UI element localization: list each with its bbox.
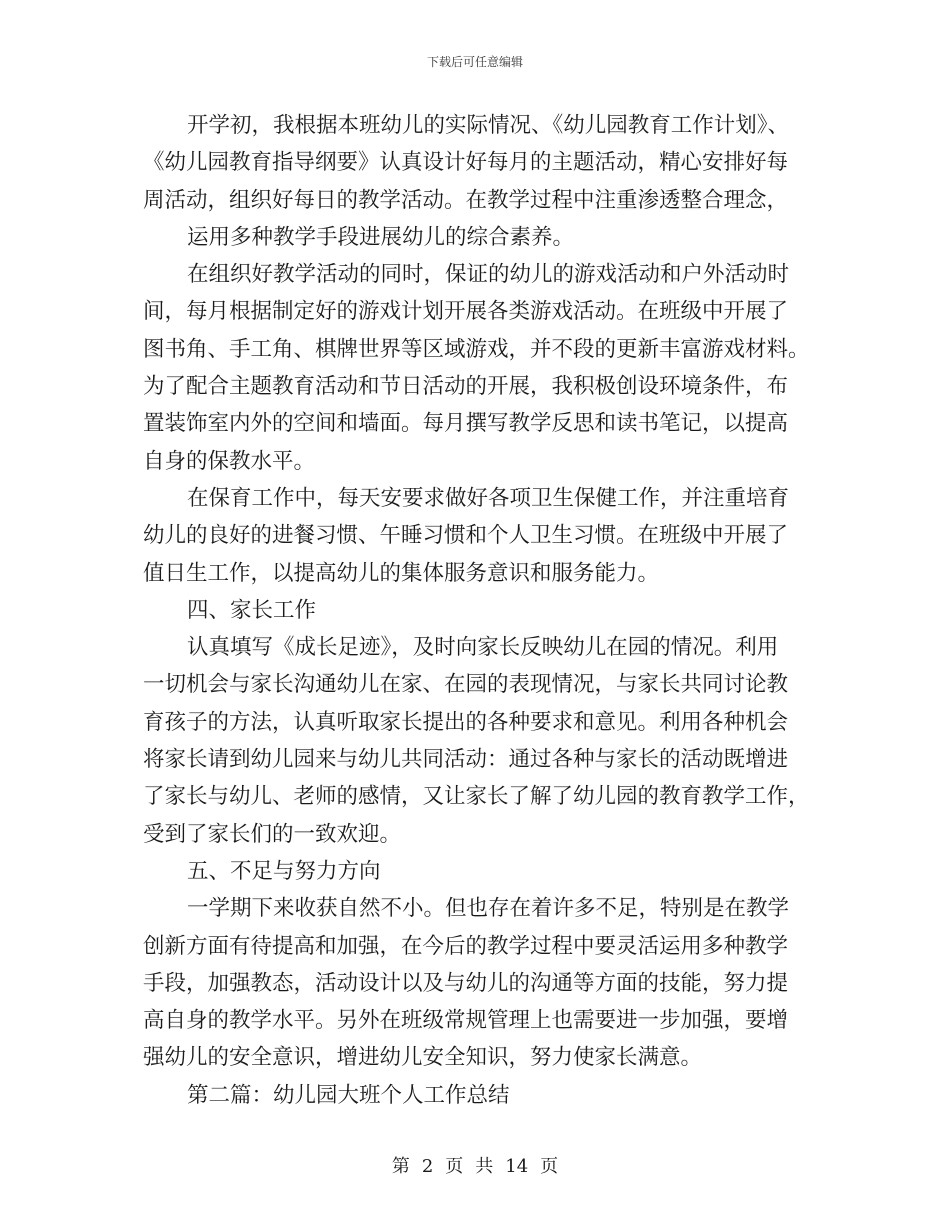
paragraph-line: 在组织好教学活动的同时，保证的幼儿的游戏活动和户外活动时 bbox=[187, 262, 790, 288]
paragraph-line: 自身的保教水平。 bbox=[143, 448, 316, 474]
paragraph-line: 一切机会与家长沟通幼儿在家、在园的表现情况，与家长共同讨论教 bbox=[143, 672, 789, 698]
paragraph-line: 受到了家长们的一致欢迎。 bbox=[143, 821, 402, 847]
document-body bbox=[143, 107, 808, 1114]
paragraph-line: 《幼儿园教育指导纲要》认真设计好每月的主题活动，精心安排好每 bbox=[143, 150, 789, 176]
paragraph-line: 幼儿的良好的进餐习惯、午睡习惯和个人卫生习惯。在班级中开展了 bbox=[143, 523, 789, 549]
footer-total-word: 共 bbox=[475, 1156, 494, 1177]
section-heading-parent-work: 四、家长工作 bbox=[187, 597, 317, 623]
footer-current-page: 2 bbox=[421, 1156, 434, 1177]
paragraph-line: 值日生工作，以提高幼儿的集体服务意识和服务能力。 bbox=[143, 560, 660, 586]
paragraph-line: 手段，加强教态，活动设计以及与幼儿的沟通等方面的技能，努力提 bbox=[143, 970, 789, 996]
paragraph-line: 周活动，组织好每日的教学活动。在教学过程中注重渗透整合理念， bbox=[143, 187, 789, 213]
footer-page-word: 页 bbox=[445, 1156, 464, 1177]
paragraph-line: 间，每月根据制定好的游戏计划开展各类游戏活动。在班级中开展了 bbox=[143, 299, 789, 325]
paragraph-line: 置装饰室内外的空间和墙面。每月撰写教学反思和读书笔记，以提高 bbox=[143, 411, 789, 437]
paragraph-line: 图书角、手工角、棋牌世界等区域游戏，并不段的更新丰富游戏材料。 bbox=[143, 336, 810, 362]
paragraph-line: 在保育工作中，每天安要求做好各项卫生保健工作，并注重培育 bbox=[187, 485, 790, 511]
paragraph-line: 为了配合主题教育活动和节日活动的开展，我积极创设环境条件，布 bbox=[143, 374, 789, 400]
paragraph-line: 育孩子的方法，认真听取家长提出的各种要求和意见。利用各种机会 bbox=[143, 709, 789, 735]
paragraph-line: 创新方面有待提高和加强，在今后的教学过程中要灵活运用多种教学 bbox=[143, 933, 789, 959]
paragraph-line: 运用多种教学手段进展幼儿的综合素养。 bbox=[187, 224, 575, 250]
paragraph-line: 一学期下来收获自然不小。但也存在着许多不足，特别是在教学 bbox=[187, 896, 790, 922]
page-header-note: 下载后可任意编辑 bbox=[426, 55, 523, 69]
footer-suffix: 页 bbox=[540, 1156, 559, 1177]
paragraph-line: 了家长与幼儿、老师的感情，又让家长了解了幼儿园的教育教学工作， bbox=[143, 784, 810, 810]
page-footer bbox=[0, 1152, 950, 1178]
paragraph-line: 开学初，我根据本班幼儿的实际情况、《幼儿园教育工作计划》、 bbox=[187, 113, 790, 138]
paragraph-line: 认真填写《成长足迹》，及时向家长反映幼儿在园的情况。利用 bbox=[187, 635, 779, 661]
paragraph-line: 高自身的教学水平。另外在班级常规管理上也需要进一步加强，要增 bbox=[143, 1008, 789, 1034]
footer-total-pages: 14 bbox=[505, 1156, 529, 1177]
section-heading-second-article: 第二篇：幼儿园大班个人工作总结 bbox=[187, 1082, 510, 1108]
section-heading-shortcomings: 五、不足与努力方向 bbox=[187, 858, 381, 884]
paragraph-line: 强幼儿的安全意识，增进幼儿安全知识，努力使家长满意。 bbox=[143, 1045, 703, 1071]
paragraph-line: 将家长请到幼儿园来与幼儿共同活动：通过各种与家长的活动既增进 bbox=[143, 747, 789, 773]
footer-prefix: 第 bbox=[391, 1156, 410, 1177]
